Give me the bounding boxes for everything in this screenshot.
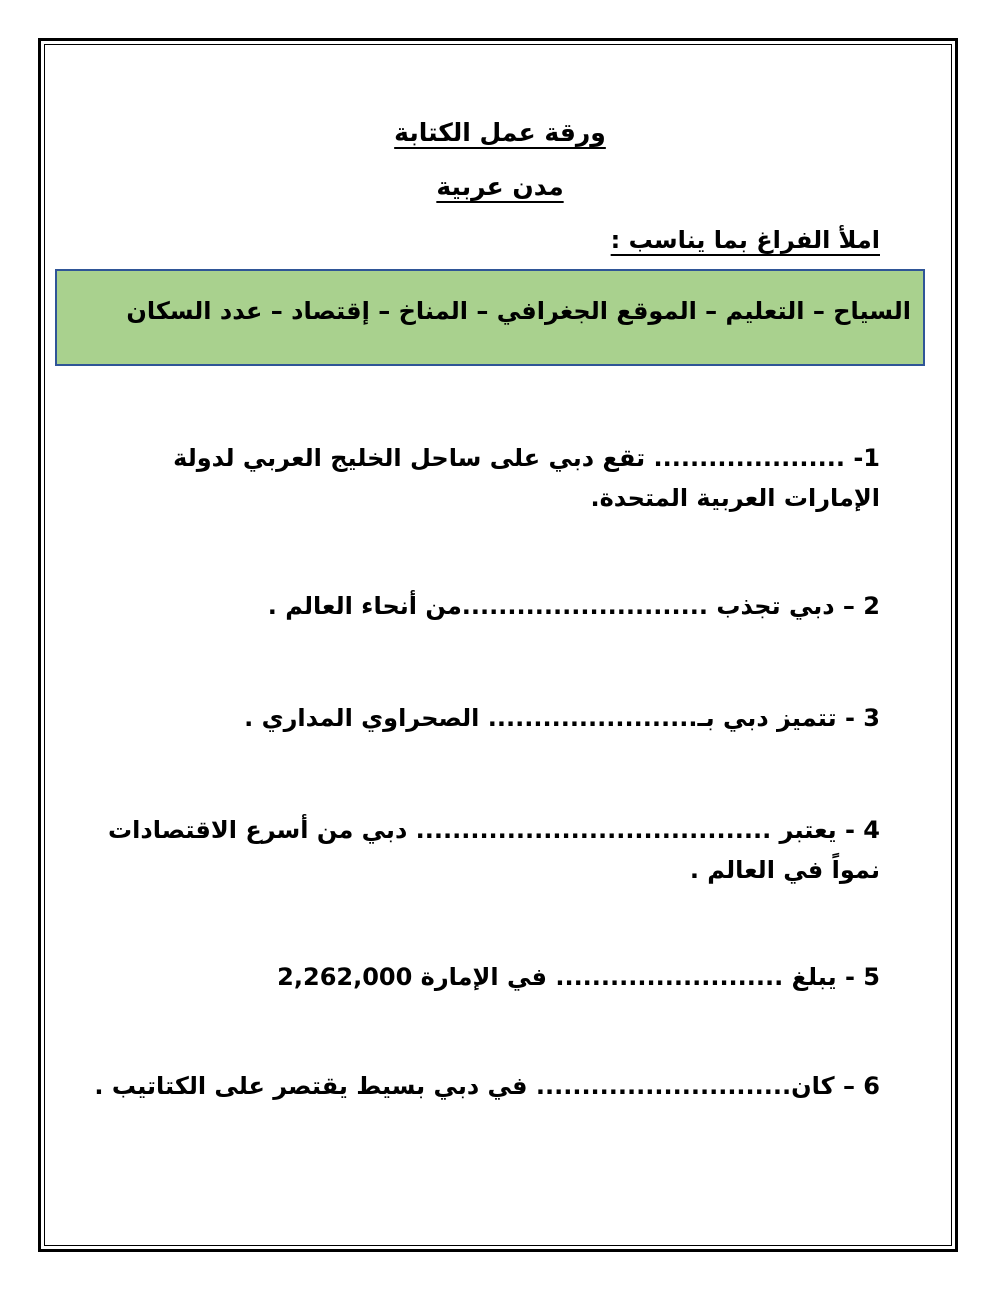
page-border-inner <box>44 44 952 1246</box>
worksheet-title: ورقة عمل الكتابة <box>394 118 606 147</box>
question-6: 6 – كان............................ في دبي بسيط يقتصر على الكتاتيب . <box>94 1072 880 1100</box>
instruction: املأ الفراغ بما يناسب : <box>610 226 880 254</box>
question-2: 2 – دبي تجذب ...........................من أنحاء العالم . <box>267 592 880 620</box>
question-3: 3 - تتميز دبي بـ....................... الصحراوي المداري . <box>244 704 880 732</box>
word-bank-text: السياح – التعليم – الموقع الجغرافي – المناخ – إقتصاد – عدد السكان <box>126 297 911 325</box>
question-4-line-2: نمواً في العالم . <box>689 856 880 884</box>
question-5: 5 - يبلغ ......................... في الإمارة 2,262,000 <box>277 963 880 991</box>
worksheet-subtitle: مدن عربية <box>436 172 564 201</box>
word-bank-box <box>55 269 925 366</box>
question-4-line-1: 4 - يعتبر ....................................... دبي من أسرع الاقتصادات <box>108 816 880 844</box>
question-1-line-2: الإمارات العربية المتحدة. <box>590 484 880 512</box>
question-1-line-1: 1- ..................... تقع دبي على ساحل الخليج العربي لدولة <box>173 444 880 472</box>
